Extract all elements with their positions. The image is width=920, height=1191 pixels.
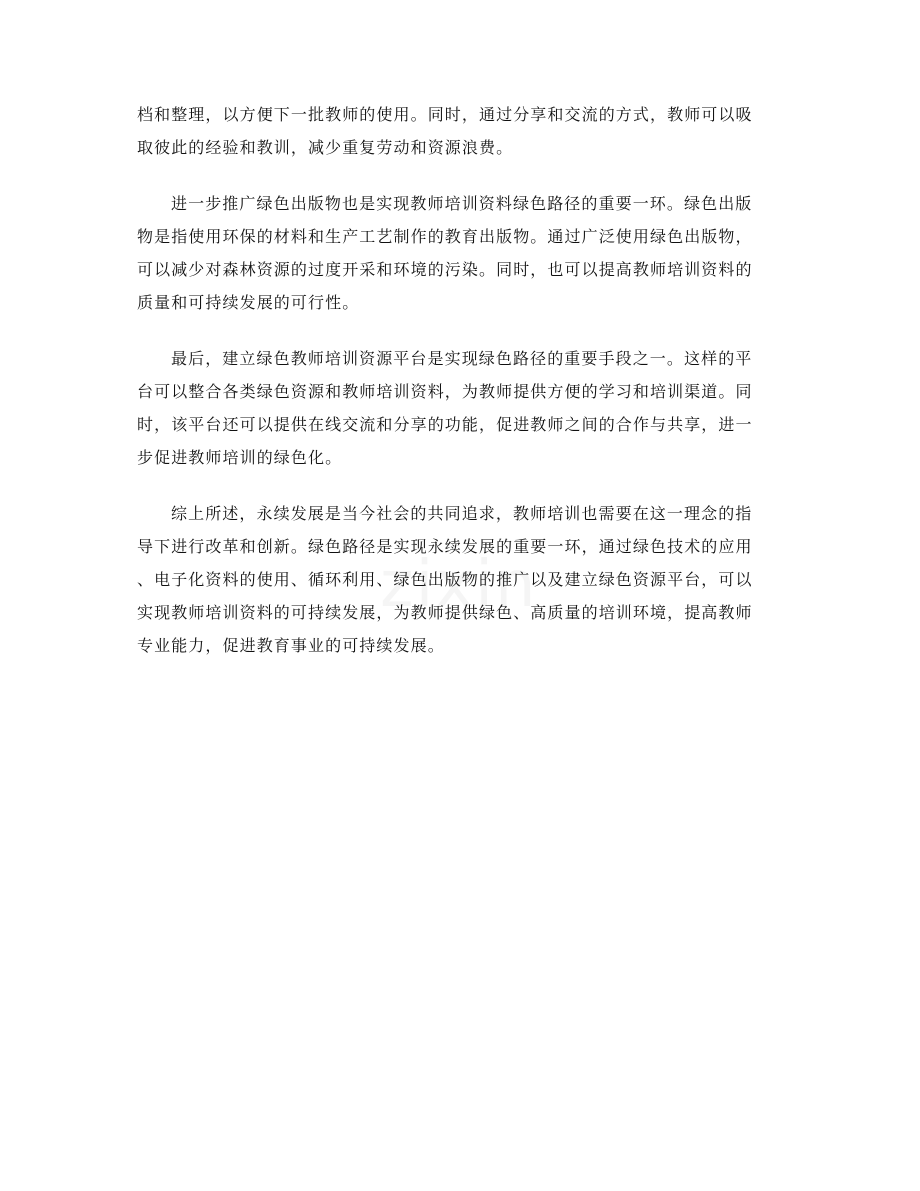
text-line: 实现教师培训资料的可持续发展，为教师提供绿色、高质量的培训环境，提高教师 — [137, 603, 753, 622]
paragraph-conclusion — [137, 497, 785, 662]
paragraph-resource-platform — [137, 342, 785, 474]
text-line: 专业能力，促进教育事业的可持续发展。 — [137, 636, 445, 655]
text-line: 取彼此的经验和教训，减少重复劳动和资源浪费。 — [137, 138, 514, 157]
text-line: 时，该平台还可以提供在线交流和分享的功能，促进教师之间的合作与共享，进一 — [137, 415, 753, 434]
text-line: 档和整理，以方便下一批教师的使用。同时，通过分享和交流的方式，教师可以吸 — [137, 105, 753, 124]
text-line: 导下进行改革和创新。绿色路径是实现永续发展的重要一环，通过绿色技术的应用 — [137, 537, 753, 556]
text-line: 步促进教师培训的绿色化。 — [137, 448, 343, 467]
text-line: 物是指使用环保的材料和生产工艺制作的教育出版物。通过广泛使用绿色出版物， — [137, 227, 753, 246]
paragraph-green-publications — [137, 187, 785, 319]
text-line: 、电子化资料的使用、循环利用、绿色出版物的推广以及建立绿色资源平台，可以 — [137, 570, 753, 589]
text-line: 进一步推广绿色出版物也是实现教师培训资料绿色路径的重要一环。绿色出版 — [171, 194, 753, 213]
document-body — [137, 98, 785, 685]
text-line: 最后，建立绿色教师培训资源平台是实现绿色路径的重要手段之一。这样的平 — [171, 349, 753, 368]
text-line: 质量和可持续发展的可行性。 — [137, 293, 360, 312]
text-line: 综上所述，永续发展是当今社会的共同追求，教师培训也需要在这一理念的指 — [171, 504, 753, 523]
paragraph-continuation — [137, 98, 785, 164]
text-line: 台可以整合各类绿色资源和教师培训资料，为教师提供方便的学习和培训渠道。同 — [137, 382, 753, 401]
text-line: 可以减少对森林资源的过度开采和环境的污染。同时，也可以提高教师培训资料的 — [137, 260, 753, 279]
